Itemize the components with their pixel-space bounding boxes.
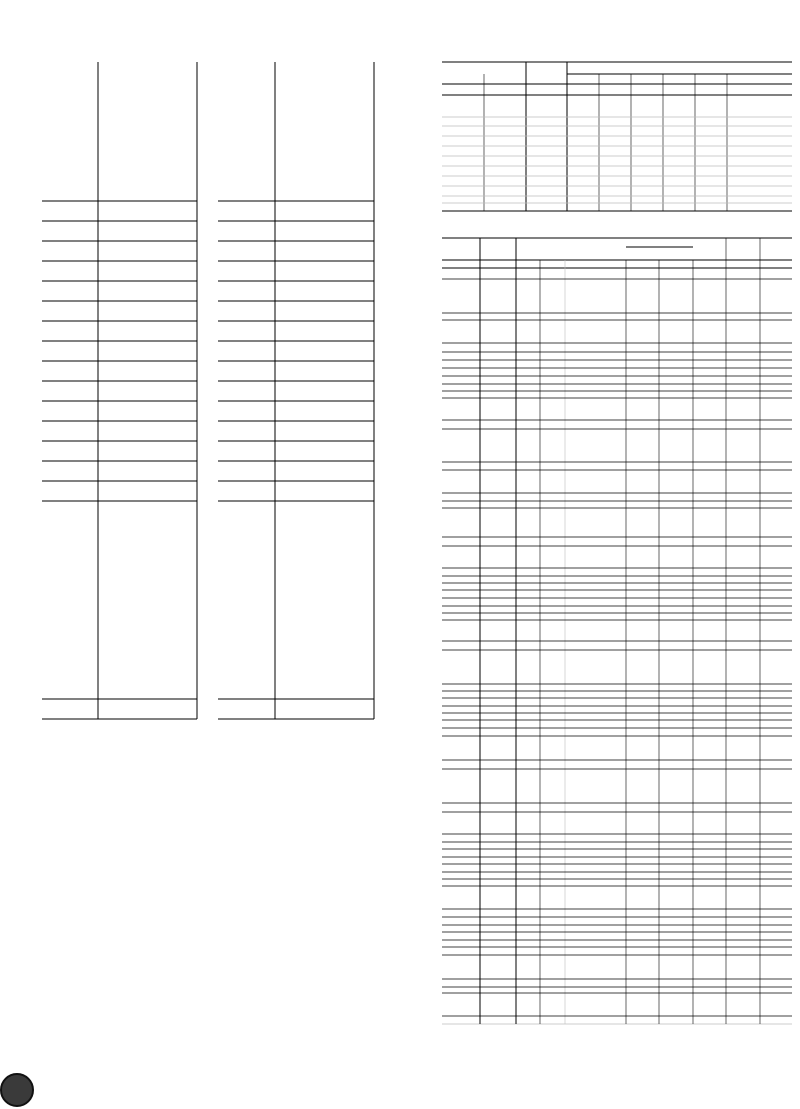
page-marker-circle [0,1073,34,1107]
